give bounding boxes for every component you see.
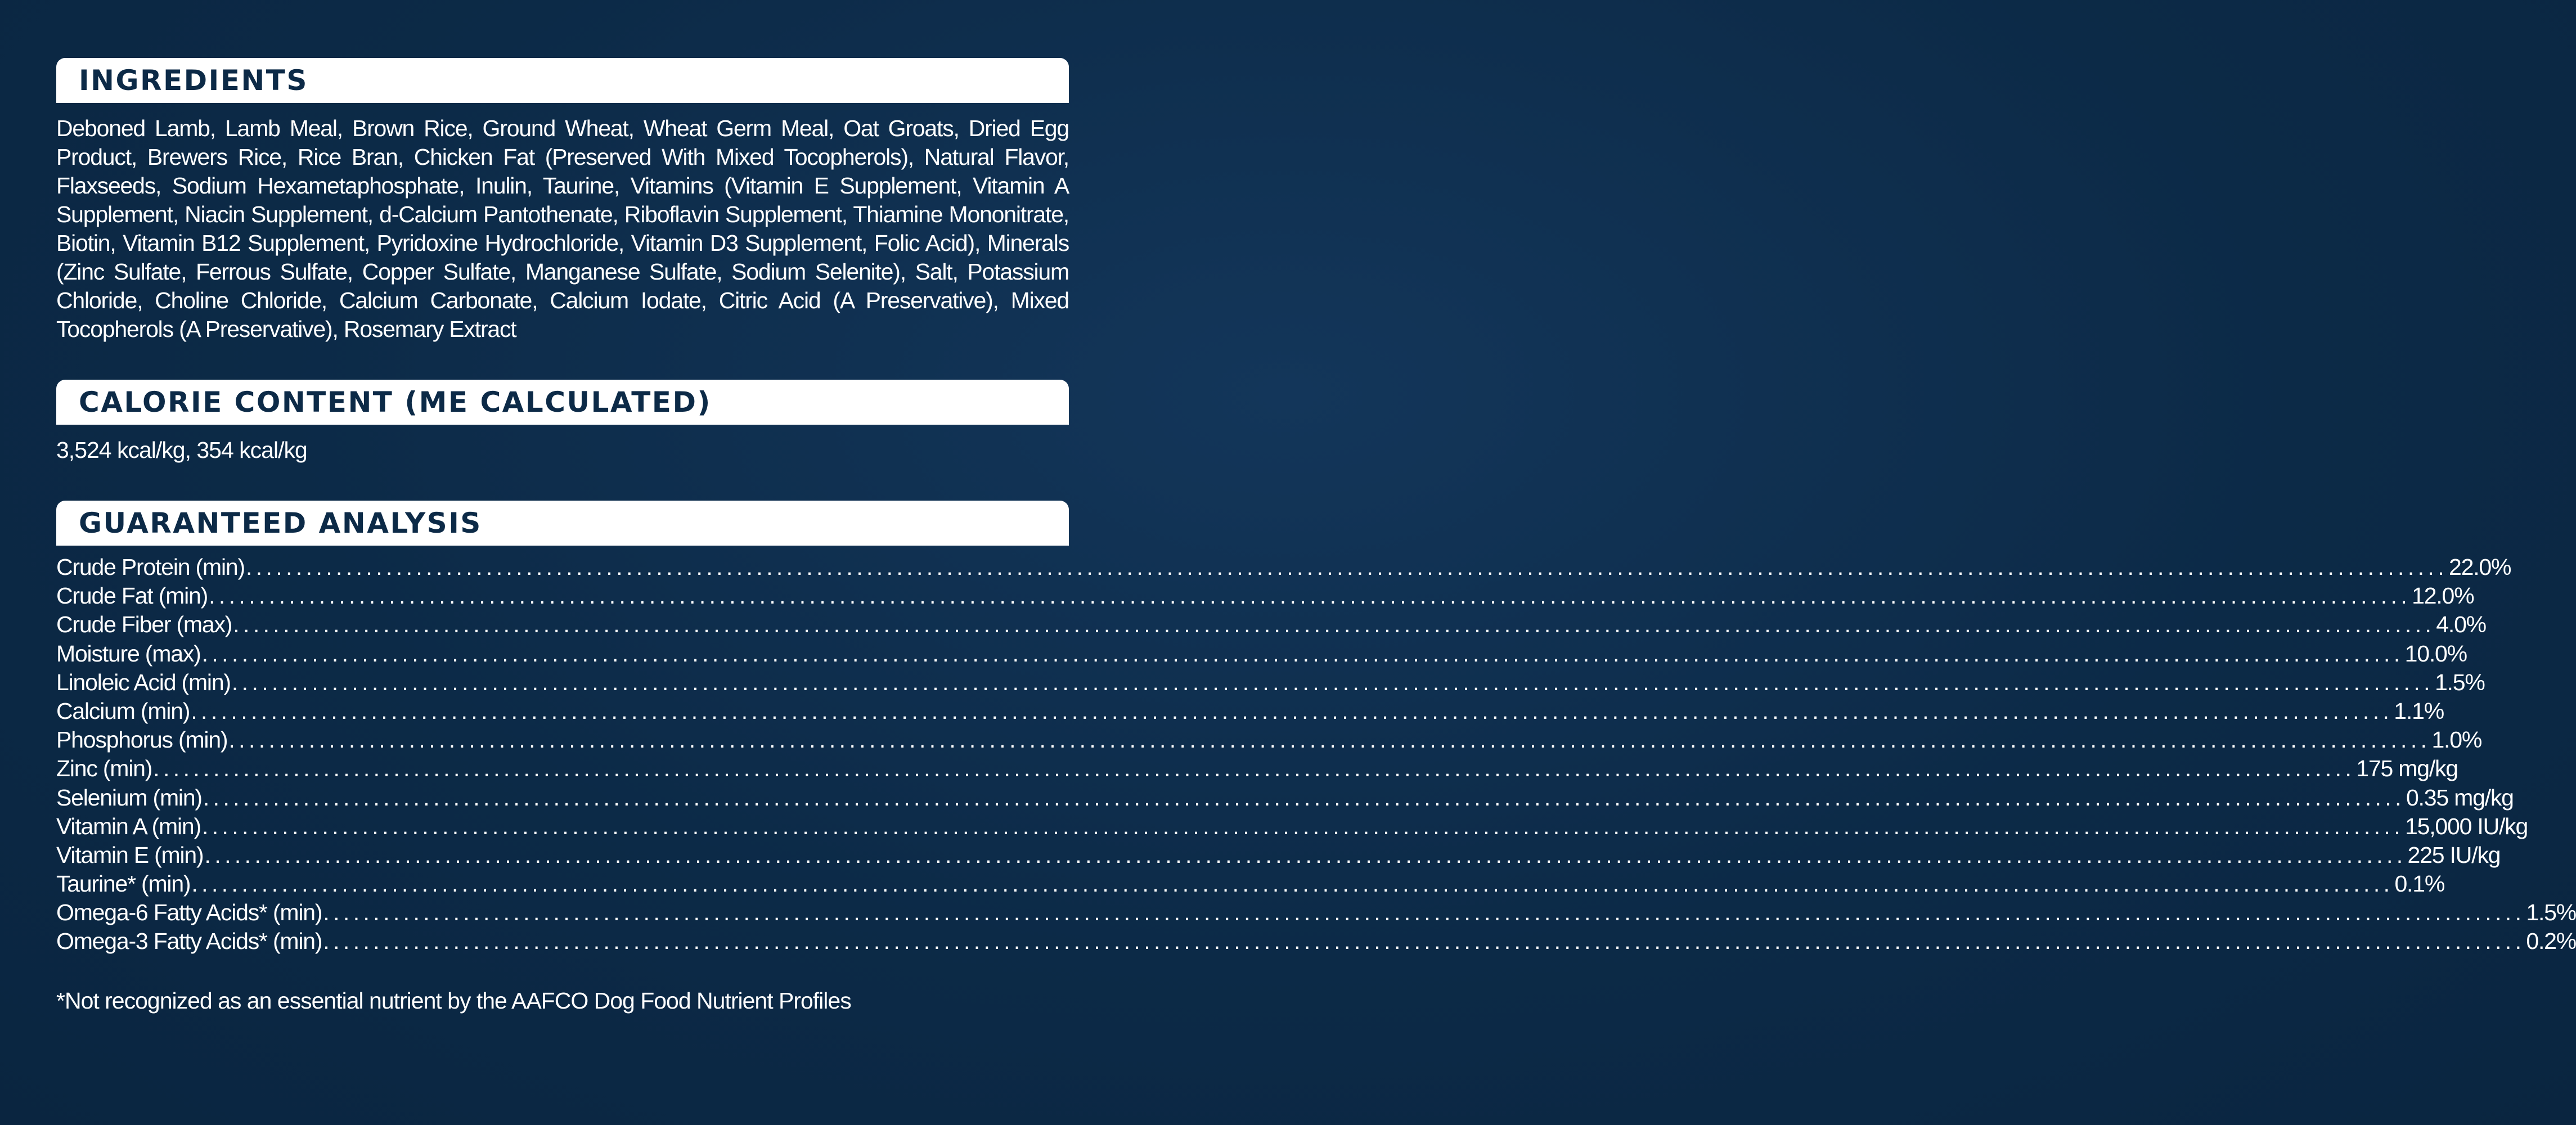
dot-leader: ............................................................................................................................................................................................................................ [233, 611, 2435, 638]
analysis-row-label: Phosphorus (min) [56, 727, 228, 753]
dot-leader: ............................................................................................................................................................................................................................ [191, 698, 2393, 724]
dot-leader: ............................................................................................................................................................................................................................ [201, 640, 2404, 667]
analysis-row-label: Taurine* (min) [56, 871, 191, 897]
analysis-row-value: 10.0% [2404, 640, 2467, 667]
analysis-row-value: 1.5% [2434, 669, 2485, 695]
analysis-row-value: 1.5% [2526, 899, 2576, 926]
analysis-row-label: Omega-6 Fatty Acids* (min) [56, 899, 322, 926]
calorie-content-header [56, 380, 1069, 425]
calorie-content-title: CALORIE CONTENT (ME CALCULATED) [79, 386, 712, 418]
analysis-row [56, 698, 2444, 727]
analysis-row-value: 225 IU/kg [2407, 842, 2501, 868]
guaranteed-analysis-header [56, 501, 1069, 546]
analysis-row-value: 0.35 mg/kg [2406, 784, 2514, 811]
analysis-row-value: 12.0% [2412, 583, 2474, 609]
analysis-row-value: 0.2% [2526, 928, 2576, 955]
dot-leader: ............................................................................................................................................................................................................................ [323, 928, 2525, 955]
analysis-row-label: Crude Fiber (max) [56, 611, 232, 638]
analysis-row-label: Selenium (min) [56, 784, 202, 811]
analysis-row [56, 871, 2445, 899]
dot-leader: ............................................................................................................................................................................................................................ [201, 813, 2404, 839]
dot-leader: ............................................................................................................................................................................................................................ [191, 871, 2394, 897]
dot-leader: ............................................................................................................................................................................................................................ [228, 727, 2431, 753]
ingredients-text: Deboned Lamb, Lamb Meal, Brown Rice, Ground Wheat, Wheat Germ Meal, Oat Groats, Dried Egg Product, Brewers Rice, Rice Bran, Chicken Fat (Preserved With Mixed Tocopherols), Natural Flavor, Flaxseeds, Sodium Hexametaphosphate, Inulin, Taurine, Vitamins (Vitamin E Supplement, Vitamin A Supplement, Niacin Supplement, d-Calcium Pantothenate, Riboflavin Supplement, Thiamine Mononitrate, Biotin, Vitamin B12 Supplement, Pyridoxine Hydrochloride, Vitamin D3 Supplement, Folic Acid), Minerals (Zinc Sulfate, Ferrous Sulfate, Copper Sulfate, Manganese Sulfate, Sodium Selenite), Salt, Potassium Chloride, Choline Chloride, Calcium Carbonate, Calcium Iodate, Citric Acid (A Preservative), Mixed Tocopherols (A Preservative), Rosemary Extract [56, 115, 1069, 342]
analysis-row-value: 1.0% [2431, 727, 2482, 753]
analysis-list [56, 554, 2576, 957]
dot-leader: ............................................................................................................................................................................................................................ [231, 669, 2434, 695]
analysis-row [56, 554, 2511, 583]
analysis-row-value: 22.0% [2448, 554, 2511, 580]
analysis-row [56, 727, 2482, 755]
analysis-row [56, 813, 2528, 842]
analysis-row-label: Vitamin E (min) [56, 842, 204, 868]
footnote: *Not recognized as an essential nutrient by the AAFCO Dog Food Nutrient Profiles [56, 988, 851, 1014]
ingredients-section [56, 58, 1069, 344]
analysis-row-label: Omega-3 Fatty Acids* (min) [56, 928, 322, 955]
analysis-row [56, 784, 2514, 813]
analysis-row-label: Linoleic Acid (min) [56, 669, 231, 695]
analysis-row-label: Vitamin A (min) [56, 813, 201, 839]
guaranteed-analysis-title: GUARANTEED ANALYSIS [79, 507, 482, 539]
analysis-row [56, 928, 2576, 957]
analysis-row-value: 0.1% [2394, 871, 2445, 897]
ingredients-title: INGREDIENTS [79, 64, 308, 97]
analysis-row-label: Calcium (min) [56, 698, 190, 724]
calorie-content-section [56, 380, 1069, 465]
analysis-row-value: 4.0% [2436, 611, 2486, 638]
analysis-row-value: 1.1% [2394, 698, 2444, 724]
analysis-row-value: 15,000 IU/kg [2405, 813, 2528, 839]
analysis-row-label: Moisture (max) [56, 640, 201, 667]
dot-leader: ............................................................................................................................................................................................................................ [323, 899, 2525, 926]
ingredients-header [56, 58, 1069, 103]
dot-leader: ............................................................................................................................................................................................................................ [203, 784, 2405, 811]
analysis-row-value: 175 mg/kg [2356, 755, 2458, 782]
guaranteed-analysis-section [56, 501, 2576, 957]
dot-leader: ............................................................................................................................................................................................................................ [153, 755, 2355, 782]
dot-leader: ............................................................................................................................................................................................................................ [245, 554, 2448, 580]
analysis-row [56, 755, 2458, 784]
analysis-row-label: Crude Protein (min) [56, 554, 245, 580]
analysis-row-label: Zinc (min) [56, 755, 152, 782]
analysis-row [56, 669, 2485, 698]
analysis-row [56, 842, 2501, 871]
analysis-row [56, 583, 2474, 611]
dot-leader: ............................................................................................................................................................................................................................ [209, 583, 2411, 609]
dot-leader: ............................................................................................................................................................................................................................ [204, 842, 2407, 868]
analysis-row [56, 640, 2467, 669]
calorie-content-text: 3,524 kcal/kg, 354 kcal/kg [56, 437, 307, 463]
analysis-row [56, 899, 2576, 928]
analysis-row [56, 611, 2486, 640]
analysis-row-label: Crude Fat (min) [56, 583, 208, 609]
